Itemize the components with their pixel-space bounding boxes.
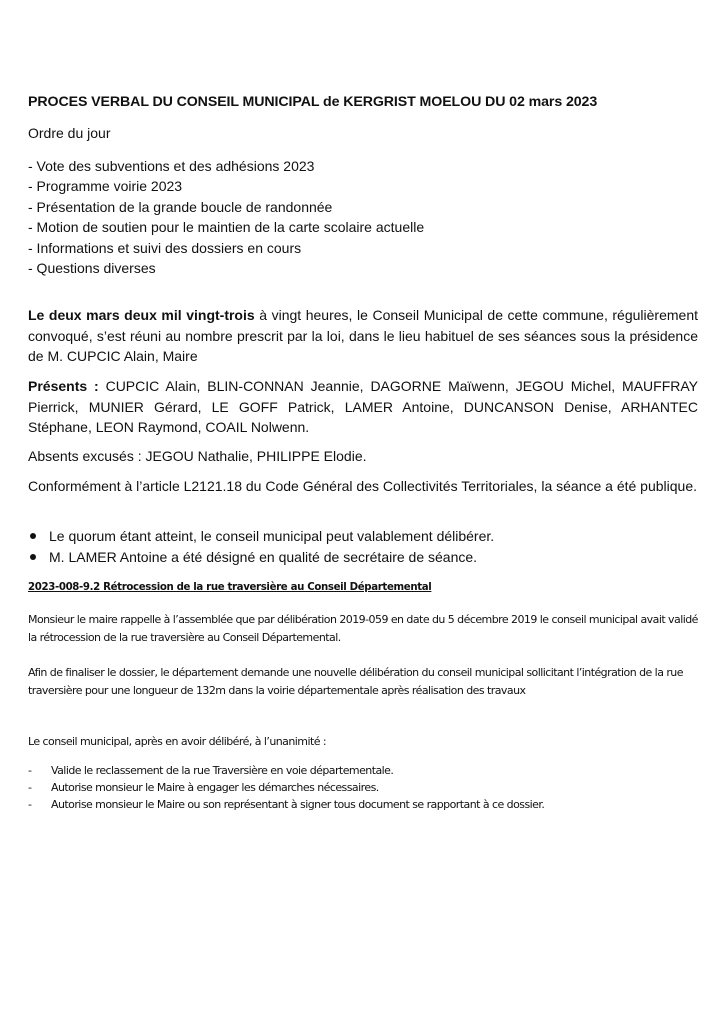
- bullet-item: [28, 547, 494, 568]
- bullet-dot-icon: [30, 533, 36, 539]
- bullet-item: [28, 526, 494, 547]
- decision-text: Autorise monsieur le Maire à engager les démarches nécessaires.: [51, 781, 379, 795]
- agenda-item: - Questions diverses: [28, 260, 156, 277]
- dash-marker: -: [28, 798, 32, 812]
- attendees-paragraph: [28, 376, 698, 438]
- session-bullets: [28, 526, 494, 567]
- dash-marker: -: [28, 764, 32, 777]
- decision-text: Autorise monsieur le Maire ou son représentant à signer tous document se rapportant à ce dossier.: [51, 798, 545, 812]
- deliberation-title: 2023-008-9.2 Rétrocession de la rue traversière au Conseil Départemental: [28, 582, 432, 593]
- agenda-item: - Programme voirie 2023: [28, 178, 183, 195]
- deliberation-paragraph: Le conseil municipal, après en avoir délibéré, à l’unanimité :: [28, 735, 327, 748]
- deliberation-paragraph: Afin de finaliser le dossier, le département demande une nouvelle délibération du conseil municipal sollicitant l’intégration de la rue traversière pour une longueur de 132m dans la voirie départementale après réalisation des travaux: [28, 666, 683, 697]
- agenda-item: - Présentation de la grande boucle de randonnée: [28, 198, 333, 215]
- deliberation-paragraph: Monsieur le maire rappelle à l’assemblée que par délibération 2019-059 en date du 5 décembre 2019 le conseil municipal avait validé la rétrocession de la rue traversière au Conseil Départemental.: [28, 613, 698, 644]
- decision-item: [28, 779, 544, 796]
- decision-item: [28, 762, 544, 779]
- absentees-paragraph: Absents excusés : JEGOU Nathalie, PHILIPPE Elodie.: [28, 448, 367, 464]
- agenda-item: - Motion de soutien pour le maintien de la carte scolaire actuelle: [28, 219, 425, 236]
- attendees-label: Présents :: [28, 378, 99, 394]
- decision-list: [28, 762, 544, 814]
- bullet-text: Le quorum étant atteint, le conseil municipal peut valablement délibérer.: [49, 528, 495, 544]
- bullet-text: M. LAMER Antoine a été désigné en qualité de secrétaire de séance.: [49, 548, 478, 565]
- document-title: PROCES VERBAL DU CONSEIL MUNICIPAL de KERGRIST MOELOU DU 02 mars 2023: [28, 94, 598, 110]
- session-intro-text: à vingt heures, le Conseil Municipal de cette commune, régulièrement convoqué, s’est réuni au nombre prescrit par la loi, dans le lieu habituel de ses séances sous la présidence de M. CUPCIC Alain, Maire: [28, 307, 698, 364]
- decision-item: [28, 796, 544, 813]
- decision-text: Valide le reclassement de la rue Traversière en voie départementale.: [51, 764, 394, 777]
- agenda-heading: Ordre du jour: [28, 125, 111, 141]
- legal-reference-paragraph: Conformément à l’article L2121.18 du Code Général des Collectivités Territoriales, la séance a été publique.: [28, 478, 698, 494]
- session-date-bold: Le deux mars deux mil vingt-trois: [28, 307, 255, 323]
- bullet-dot-icon: [30, 554, 36, 560]
- agenda-item: - Informations et suivi des dossiers en cours: [28, 239, 302, 256]
- agenda-list: [28, 156, 424, 278]
- dash-marker: -: [28, 781, 32, 795]
- attendees-list: CUPCIC Alain, BLIN-CONNAN Jeannie, DAGORNE Maïwenn, JEGOU Michel, MAUFFRAY Pierrick, MUNIER Gérard, LE GOFF Patrick, LAMER Antoine, DUNCANSON Denise, ARHANTEC Stéphane, LEON Raymond, COAIL Nolwenn.: [28, 378, 699, 435]
- session-intro: [28, 305, 698, 367]
- agenda-item: - Vote des subventions et des adhésions 2023: [28, 158, 315, 174]
